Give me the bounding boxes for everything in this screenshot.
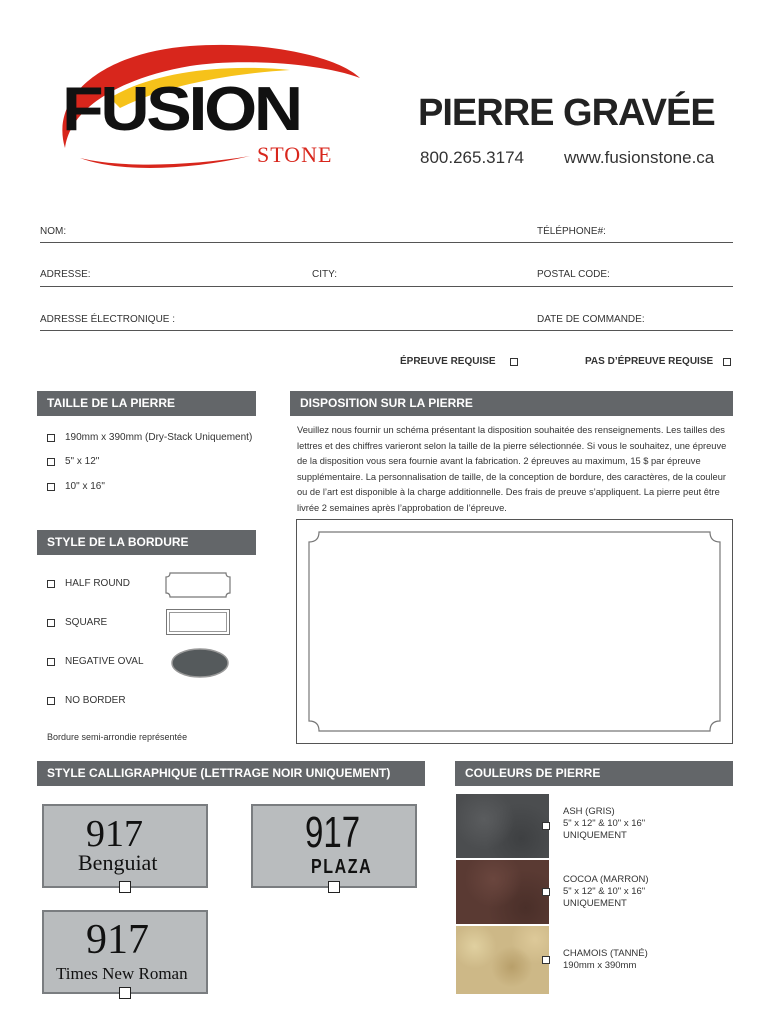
address-label: ADRESSE: [40, 269, 91, 280]
size-option-2[interactable] [47, 456, 99, 467]
page-title: PIERRE GRAVÉE [418, 92, 715, 134]
swatch-ash [456, 794, 549, 858]
border-option-half-round[interactable] [47, 578, 130, 589]
size-label-2: 5" x 12" [65, 456, 100, 467]
border-label-negative-oval: NEGATIVE OVAL [65, 656, 144, 667]
border-option-negative-oval[interactable] [47, 656, 144, 667]
color-checkbox-ash[interactable] [542, 822, 550, 830]
color-name-cocoa: COCOA (MARRON) [563, 874, 649, 885]
date-label: DATE DE COMMANDE: [537, 314, 645, 325]
fusion-stone-logo [40, 38, 370, 178]
negative-oval-sample-icon [170, 647, 230, 684]
size-checkbox-2[interactable] [47, 458, 55, 466]
half-round-sample-icon [164, 571, 232, 604]
no-proof-label: PAS D’ÉPREUVE REQUISE [585, 356, 714, 367]
color-checkbox-chamois[interactable] [542, 956, 550, 964]
border-option-square[interactable] [47, 617, 107, 628]
border-note: Bordure semi-arrondie représentée [47, 732, 188, 742]
color-section-header: COULEURS DE PIERRE [455, 761, 733, 786]
no-proof-option[interactable] [585, 356, 731, 367]
size-label-3: 10" x 16" [65, 481, 105, 492]
color-detail-ash: 5" x 12" & 10" x 16" [563, 818, 646, 829]
times-checkbox[interactable] [119, 987, 131, 999]
color-text-chamois [563, 948, 648, 972]
email-field[interactable] [40, 330, 733, 331]
size-checkbox-1[interactable] [47, 434, 55, 442]
proof-required-option[interactable] [400, 356, 518, 367]
border-option-no-border[interactable] [47, 695, 126, 706]
city-label: CITY: [312, 269, 338, 280]
benguiat-checkbox[interactable] [119, 881, 131, 893]
layout-instructions: Veuillez nous fournir un schéma présentant la disposition souhaitée des renseignements. Les tailles des lettres et des chiffres varieront selon la taille de la pierre sélectionnée. Si vous le souhaitez, une épreuve de la disposition vous sera fournie avant la fabrication. 2 épreuves au maximum, 15 $ par épreuve supplémentaire. La personnalisation de taille, de la conception de bordure, des caractères, de la couleur ou de l’art est disponible à la charge additionnelle. Des frais de preuve s’appliquent. La pierre peut être livrée 2 semaines après l’approbation de l’épreuve. [297, 425, 727, 513]
phone-number: 800.265.3174 [420, 148, 524, 167]
size-label-1: 190mm x 390mm (Dry-Stack Uniquement) [65, 432, 253, 443]
font-sample-benguiat[interactable] [42, 804, 208, 888]
benguiat-number: 917 [86, 813, 143, 855]
color-name-ash: ASH (GRIS) [563, 806, 615, 817]
size-option-3[interactable] [47, 481, 105, 492]
no-proof-checkbox[interactable] [723, 358, 731, 366]
email-label: ADRESSE ÉLECTRONIQUE : [40, 314, 176, 325]
proof-required-label: ÉPREUVE REQUISE [400, 356, 496, 367]
size-option-1[interactable] [47, 432, 252, 443]
benguiat-name: Benguiat [78, 850, 158, 875]
swatch-cocoa [456, 860, 549, 924]
logo-sub-text: STONE [257, 142, 333, 167]
website-link[interactable]: www.fusionstone.ca [564, 148, 715, 167]
proof-required-checkbox[interactable] [510, 358, 518, 366]
size-section-header: TAILLE DE LA PIERRE [37, 391, 256, 416]
font-section-header: STYLE CALLIGRAPHIQUE (LETTRAGE NOIR UNIQUEMENT) [37, 761, 425, 786]
size-checkbox-3[interactable] [47, 483, 55, 491]
color-checkbox-cocoa[interactable] [542, 888, 550, 896]
name-label: NOM: [40, 226, 67, 237]
color-detail-chamois: 190mm x 390mm [563, 960, 637, 971]
address-field[interactable] [40, 286, 733, 287]
times-number: 917 [86, 917, 149, 963]
color-note-cocoa: UNIQUEMENT [563, 898, 627, 909]
plaza-name: PLAZA [311, 856, 373, 878]
swatch-chamois [456, 926, 549, 994]
font-sample-times[interactable] [42, 910, 208, 994]
color-text-cocoa [563, 874, 649, 910]
phone-label: TÉLÉPHONE#: [537, 226, 606, 237]
color-text-ash [563, 806, 645, 842]
border-checkbox-square[interactable] [47, 619, 55, 627]
font-sample-plaza[interactable] [251, 804, 417, 888]
plaza-number: 917 [305, 808, 361, 857]
border-checkbox-half-round[interactable] [47, 580, 55, 588]
layout-drawing-area[interactable] [296, 519, 733, 744]
border-label-square: SQUARE [65, 617, 108, 628]
border-label-half-round: HALF ROUND [65, 578, 131, 589]
border-checkbox-negative-oval[interactable] [47, 658, 55, 666]
square-sample-icon [166, 609, 230, 635]
logo-main-text: FUSION [62, 75, 300, 144]
border-label-no-border: NO BORDER [65, 695, 126, 706]
border-section-header: STYLE DE LA BORDURE [37, 530, 256, 555]
color-name-chamois: CHAMOIS (TANNÉ) [563, 948, 648, 959]
color-note-ash: UNIQUEMENT [563, 830, 627, 841]
color-detail-cocoa: 5" x 12" & 10" x 16" [563, 886, 646, 897]
postal-label: POSTAL CODE: [537, 269, 610, 280]
times-name: Times New Roman [56, 964, 188, 983]
border-checkbox-no-border[interactable] [47, 697, 55, 705]
name-field[interactable] [40, 242, 733, 243]
plaza-checkbox[interactable] [328, 881, 340, 893]
layout-section-header: DISPOSITION SUR LA PIERRE [290, 391, 733, 416]
half-round-frame-icon [297, 520, 732, 743]
